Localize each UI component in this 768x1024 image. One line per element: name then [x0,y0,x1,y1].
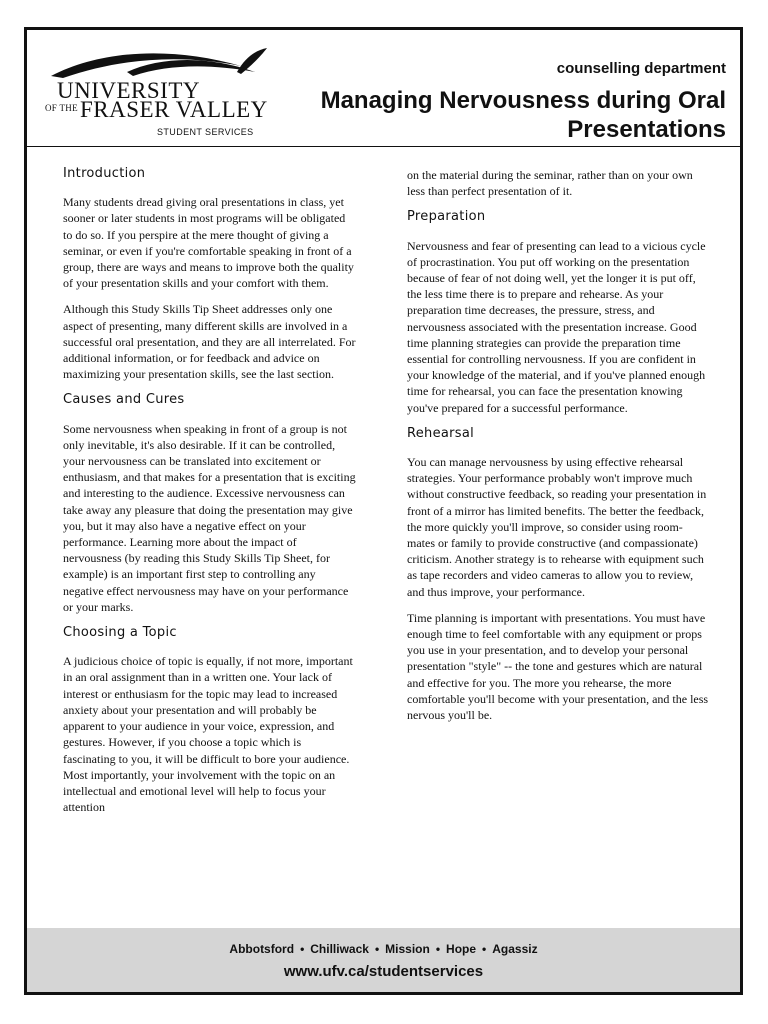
topic-paragraph-continued: on the material during the seminar, rather than on your own less than perfect presentation of it. [407,168,693,199]
logo-of-the-text: OF THE [45,103,78,113]
location-agassiz: Agassiz [492,942,538,956]
left-column [63,160,356,825]
section-heading-rehearsal: Rehearsal [407,425,475,441]
causes-paragraph: Some nervousness when speaking in front of a group is not only inevitable, it's also desirable. If it can be controlled, your nervousness can be translated into excitement or enthusiasm, and that makes for a presentation that is exciting and interesting to the audience. Excessive nervousness can take away any pleasure that doing the presentation may give you, but it may also have a negative effect on your performance. Learning more about the impact of nervousness (by reading this Study Skills Tip Sheet, for example) is an important first step to controlling any negative effect nervousness may have on your performance or your marks. [63,421,356,614]
section-heading-causes-and-cures: Causes and Cures [63,392,185,408]
page-footer [27,928,740,995]
header-divider [27,146,740,147]
ufv-logo [41,42,271,142]
location-chilliwack: Chilliwack [310,942,369,956]
section-heading-preparation: Preparation [407,209,486,225]
preparation-paragraph: Nervousness and fear of presenting can lead to a vicious cycle of procrastination. You put off working on the presentation because of fear of not doing well, yet the longer it is put off, the less time there is to prepare and rehearse. As your preparation time decreases, the pressure, stress, and nervousness associated with the presentation increase. Good time planning strategies can provide the preparation time essential for controlling nervousness. If you are confident in your knowledge of the material, and if you've planned enough time for rehearsal, you can face the presentation knowing you've prepared for a successful performance. [407,238,706,415]
bullet-separator: • [300,942,305,956]
bullet-separator: • [374,942,380,956]
logo-university-text: UNIVERSITY [57,78,200,103]
introduction-paragraph-1: Many students dread giving oral presentations in class, yet sooner or later students in most programs will be obligated to do so. If you perspire at the mere thought of giving a seminar, or even if you're comfortable speaking in front of a group, there are ways and means to improve both the quality of your presentation skills and your comfort with them. [63,195,354,291]
right-column [407,167,709,733]
location-hope: Hope [446,942,477,956]
bullet-separator: • [435,942,441,956]
location-abbotsford: Abbotsford [229,942,295,956]
department-label: counselling department [556,60,726,77]
section-heading-choosing-a-topic: Choosing a Topic [63,625,177,641]
section-heading-introduction: Introduction [63,166,146,181]
page-frame [24,27,743,995]
topic-paragraph: A judicious choice of topic is equally, if not more, important in an oral assignment than in a written one. Your lack of interest or enthusiasm for the topic may lead to increased anxiety about your presentation and will probably be apparent to your audience in your voice, expression, and gestures. However, if you choose a topic which is fascinating to you, it will be difficult to bore your audience. Most importantly, your involvement with the topic on an intellectual and emotional level will help to focus your attention [63,654,353,815]
location-mission: Mission [385,942,430,956]
website-url: www.ufv.ca/studentservices [283,963,484,980]
page-title: Managing Nervousness during Oral Presentations [320,87,726,143]
campus-locations [27,942,740,956]
introduction-paragraph-2: Although this Study Skills Tip Sheet addresses only one aspect of presenting, many different skills are involved in a successful oral presentation, and they are all interrelated. For additional information, or for feedback and advice on maximizing your presentation skills, see the last section. [63,302,356,382]
rehearsal-paragraph-1: You can manage nervousness by using effective rehearsal strategies. Your performance probably won't improve much without constructive feedback, so reading your presentation in front of a mirror has limited benefits. The better the feedback, the more quickly you'll improve, so consider using room-mates or family to provide constructive (and compassionate) criticism. Another strategy is to rehearse with equipment such as tape recorders and video cameras to allow you to review, and thus improve, your performance. [407,455,707,599]
bullet-separator: • [482,942,487,956]
logo-fraser-valley-text: FRASER VALLEY [80,97,268,122]
logo-student-services-text: STUDENT SERVICES [157,127,254,137]
page-header [27,30,740,150]
rehearsal-paragraph-2: Time planning is important with presentations. You must have enough time to feel comfortable with any equipment or props you use in your presentation, and to develop your personal presentation "style" -- the tone and gestures which are natural and effective for you. The more you rehearse, the more comfortable you'll become with your presentation, and the less nervous you'll be. [407,610,709,723]
